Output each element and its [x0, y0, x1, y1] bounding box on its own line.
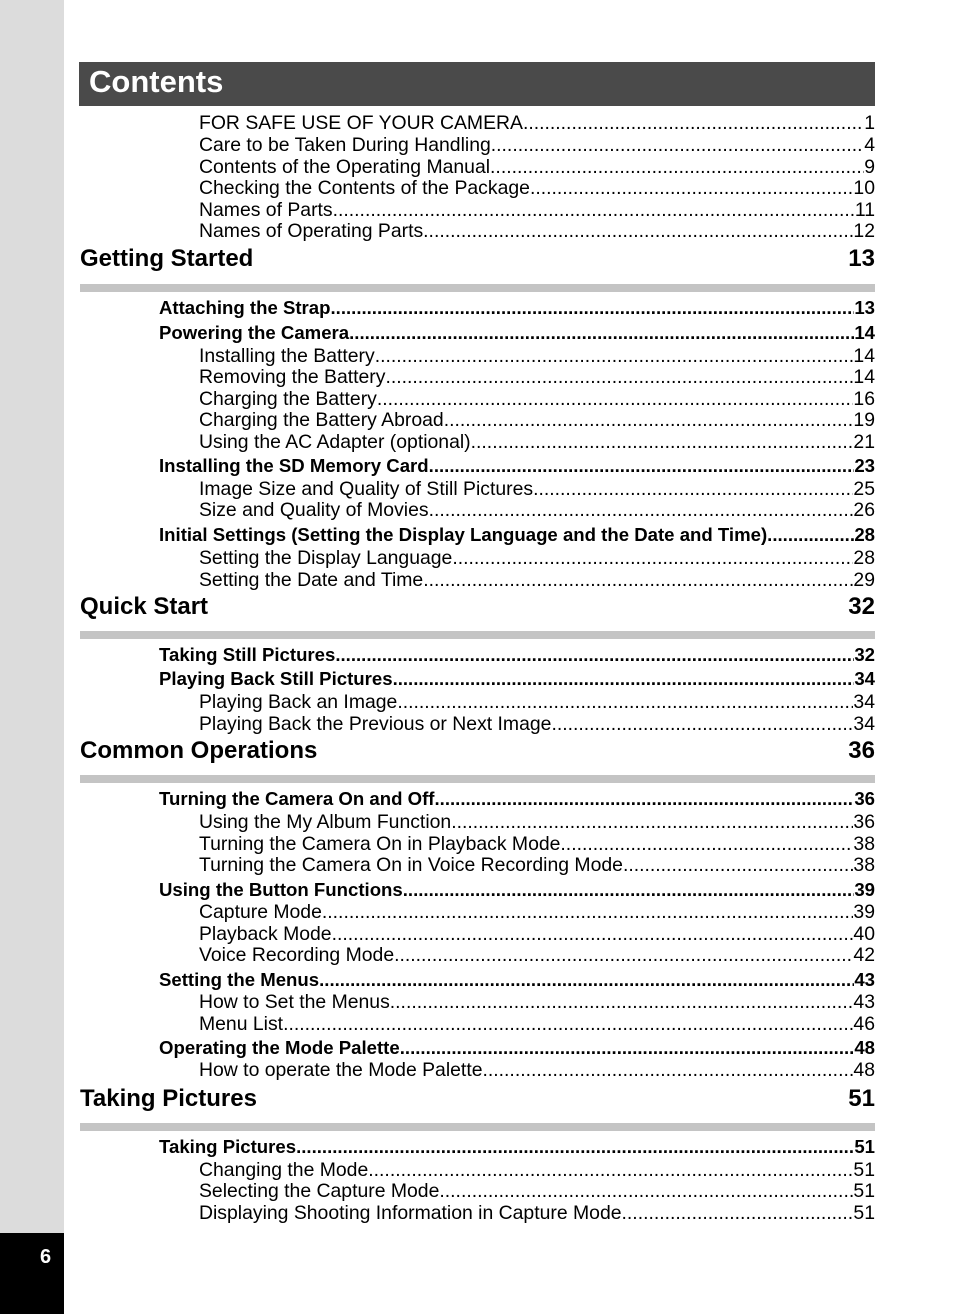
entry-title: Using the AC Adapter (optional): [199, 431, 471, 453]
dot-leader: [483, 1059, 854, 1082]
entry-page-number: 36: [854, 788, 875, 809]
chapter-title: Quick Start: [80, 593, 209, 620]
entry-page-number: 46: [853, 1013, 875, 1035]
toc-subsection-entry: [199, 409, 875, 432]
entry-page-number: 28: [854, 524, 875, 545]
chapter-heading: [80, 1085, 875, 1113]
toc-subsection-entry: [199, 901, 875, 924]
entry-page-number: 29: [853, 569, 875, 591]
toc-section-entry: [159, 297, 875, 319]
entry-title: Installing the Battery: [199, 345, 375, 367]
toc-subsection-entry: [199, 388, 875, 411]
dot-leader: [551, 713, 853, 736]
entry-page-number: 34: [854, 668, 875, 689]
toc-subsection-entry: [199, 944, 875, 967]
entry-page-number: 14: [853, 366, 875, 388]
dot-leader: [368, 1159, 853, 1182]
toc-subsection-entry: [199, 991, 875, 1014]
toc-section-entry: [159, 879, 875, 901]
entry-title: Taking Pictures: [159, 1136, 297, 1157]
entry-title: Playing Back an Image: [199, 691, 398, 713]
entry-title: Playing Back Still Pictures: [159, 668, 393, 689]
dot-leader: [322, 901, 854, 924]
dot-leader: [471, 431, 854, 454]
dot-leader: [429, 499, 854, 522]
entry-title: FOR SAFE USE OF YOUR CAMERA: [199, 112, 523, 134]
toc-section-entry: [159, 668, 875, 690]
toc-subsection-entry: [199, 1202, 875, 1225]
toc-subsection-entry: [199, 345, 875, 368]
entry-title: Names of Operating Parts: [199, 220, 424, 242]
dot-leader: [335, 644, 854, 666]
toc-section-entry: [159, 969, 875, 991]
toc-subsection-entry: [199, 713, 875, 736]
dot-leader: [491, 134, 864, 157]
entry-title: Charging the Battery Abroad: [199, 409, 444, 431]
toc-subsection-entry: [199, 156, 875, 179]
toc-subsection-entry: [199, 923, 875, 946]
toc-subsection-entry: [199, 1180, 875, 1203]
entry-title: How to operate the Mode Palette: [199, 1059, 483, 1081]
dot-leader: [451, 811, 853, 834]
entry-page-number: 51: [853, 1159, 875, 1181]
toc-section-entry: [159, 644, 875, 666]
dot-leader: [397, 691, 853, 714]
toc-subsection-entry: [199, 569, 875, 592]
dot-leader: [622, 1202, 854, 1225]
entry-title: Selecting the Capture Mode: [199, 1180, 440, 1202]
entry-page-number: 23: [854, 455, 875, 476]
dot-leader: [623, 854, 853, 877]
entry-page-number: 34: [853, 691, 875, 713]
entry-page-number: 51: [853, 1202, 875, 1224]
dot-leader: [530, 177, 853, 200]
toc-section-entry: [159, 524, 875, 546]
entry-title: Displaying Shooting Information in Capture Mode: [199, 1202, 622, 1224]
entry-title: Removing the Battery: [199, 366, 386, 388]
entry-page-number: 39: [854, 879, 875, 900]
entry-page-number: 48: [853, 1059, 875, 1081]
chapter-rule: [80, 284, 875, 292]
toc-subsection-entry: [199, 833, 875, 856]
dot-leader: [330, 297, 854, 319]
entry-title: How to Set the Menus: [199, 991, 390, 1013]
page-number-box: [0, 1233, 64, 1314]
toc-subsection-entry: [199, 691, 875, 714]
entry-page-number: 40: [853, 923, 875, 945]
toc-section-entry: [159, 1136, 875, 1158]
toc-subsection-entry: [199, 199, 875, 222]
dot-leader: [429, 455, 855, 477]
entry-page-number: 13: [854, 297, 875, 318]
entry-title: Capture Mode: [199, 901, 322, 923]
entry-page-number: 1: [864, 112, 875, 134]
entry-title: Playback Mode: [199, 923, 332, 945]
dot-leader: [319, 969, 854, 991]
entry-page-number: 51: [853, 1180, 875, 1202]
toc-subsection-entry: [199, 478, 875, 501]
entry-page-number: 32: [854, 644, 875, 665]
toc-section-entry: [159, 322, 875, 344]
toc-subsection-entry: [199, 854, 875, 877]
entry-page-number: 9: [864, 156, 875, 178]
entry-page-number: 48: [854, 1037, 875, 1058]
entry-title: Setting the Menus: [159, 969, 320, 990]
toc-subsection-entry: [199, 499, 875, 522]
dot-leader: [385, 366, 853, 389]
entry-title: Checking the Contents of the Package: [199, 177, 530, 199]
chapter-heading: [80, 737, 875, 765]
page-number: 6: [40, 1246, 52, 1268]
toc-subsection-entry: [199, 112, 875, 135]
entry-page-number: 28: [853, 547, 875, 569]
entry-title: Using the Button Functions: [159, 879, 403, 900]
entry-title: Contents of the Operating Manual: [199, 156, 491, 178]
dot-leader: [439, 1180, 853, 1203]
entry-title: Turning the Camera On in Playback Mode: [199, 833, 561, 855]
entry-page-number: 38: [853, 854, 875, 876]
toc-subsection-entry: [199, 366, 875, 389]
entry-page-number: 36: [853, 811, 875, 833]
chapter-page-number: 13: [848, 245, 875, 272]
toc-subsection-entry: [199, 220, 875, 243]
entry-page-number: 19: [853, 409, 875, 431]
chapter-rule: [80, 631, 875, 639]
entry-title: Changing the Mode: [199, 1159, 369, 1181]
toc-section-entry: [159, 788, 875, 810]
dot-leader: [423, 569, 853, 592]
dot-leader: [375, 345, 854, 368]
entry-title: Using the My Album Function: [199, 811, 452, 833]
chapter-page-number: 51: [848, 1085, 875, 1112]
toc-subsection-entry: [199, 1159, 875, 1182]
dot-leader: [452, 547, 853, 570]
dot-leader: [423, 220, 853, 243]
dot-leader: [393, 668, 855, 690]
chapter-heading: [80, 593, 875, 621]
dot-leader: [349, 322, 854, 344]
contents-header: [79, 62, 875, 106]
entry-page-number: 43: [854, 969, 875, 990]
entry-title: Turning the Camera On and Off: [159, 788, 435, 809]
entry-title: Taking Still Pictures: [159, 644, 336, 665]
entry-page-number: 34: [853, 713, 875, 735]
entry-title: Powering the Camera: [159, 322, 350, 343]
chapter-title: Taking Pictures: [80, 1085, 257, 1112]
toc-subsection-entry: [199, 1059, 875, 1082]
chapter-title: Getting Started: [80, 245, 254, 272]
toc-subsection-entry: [199, 1013, 875, 1036]
side-margin-bar: [0, 0, 64, 1233]
entry-page-number: 14: [853, 345, 875, 367]
entry-page-number: 4: [864, 134, 875, 156]
dot-leader: [332, 923, 854, 946]
toc-section-entry: [159, 455, 875, 477]
dot-leader: [394, 944, 853, 967]
entry-page-number: 51: [854, 1136, 875, 1157]
dot-leader: [390, 991, 854, 1014]
entry-title: Attaching the Strap: [159, 297, 331, 318]
dot-leader: [490, 156, 864, 179]
entry-page-number: 43: [853, 991, 875, 1013]
chapter-rule: [80, 775, 875, 783]
dot-leader: [377, 388, 854, 411]
toc-subsection-entry: [199, 547, 875, 570]
entry-title: Names of Parts: [199, 199, 333, 221]
page-title: Contents: [89, 64, 224, 99]
toc-subsection-entry: [199, 431, 875, 454]
entry-title: Initial Settings (Setting the Display Language and the Date and Time): [159, 524, 768, 545]
entry-title: Playing Back the Previous or Next Image: [199, 713, 552, 735]
dot-leader: [767, 524, 854, 546]
entry-page-number: 16: [853, 388, 875, 410]
toc-subsection-entry: [199, 177, 875, 200]
entry-page-number: 26: [853, 499, 875, 521]
entry-title: Operating the Mode Palette: [159, 1037, 400, 1058]
entry-page-number: 21: [853, 431, 875, 453]
dot-leader: [403, 879, 855, 901]
dot-leader: [296, 1136, 854, 1158]
entry-title: Turning the Camera On in Voice Recording Mode: [199, 854, 623, 876]
dot-leader: [560, 833, 853, 856]
dot-leader: [434, 788, 854, 810]
entry-page-number: 25: [853, 478, 875, 500]
entry-title: Size and Quality of Movies: [199, 499, 429, 521]
dot-leader: [400, 1037, 855, 1059]
chapter-heading: [80, 245, 875, 273]
entry-title: Voice Recording Mode: [199, 944, 395, 966]
entry-title: Setting the Date and Time: [199, 569, 424, 591]
dot-leader: [333, 199, 855, 222]
entry-page-number: 14: [854, 322, 875, 343]
entry-page-number: 10: [853, 177, 875, 199]
dot-leader: [283, 1013, 853, 1036]
chapter-title: Common Operations: [80, 737, 318, 764]
entry-page-number: 12: [853, 220, 875, 242]
entry-page-number: 42: [853, 944, 875, 966]
entry-title: Charging the Battery: [199, 388, 377, 410]
toc-subsection-entry: [199, 811, 875, 834]
toc-subsection-entry: [199, 134, 875, 157]
dot-leader: [444, 409, 854, 432]
entry-title: Installing the SD Memory Card: [159, 455, 429, 476]
entry-title: Menu List: [199, 1013, 284, 1035]
entry-title: Care to be Taken During Handling: [199, 134, 491, 156]
toc-section-entry: [159, 1037, 875, 1059]
entry-title: Setting the Display Language: [199, 547, 453, 569]
chapter-rule: [80, 1123, 875, 1131]
entry-page-number: 39: [853, 901, 875, 923]
chapter-page-number: 32: [848, 593, 875, 620]
entry-page-number: 38: [853, 833, 875, 855]
dot-leader: [523, 112, 864, 135]
dot-leader: [533, 478, 853, 501]
chapter-page-number: 36: [848, 737, 875, 764]
entry-title: Image Size and Quality of Still Pictures: [199, 478, 534, 500]
entry-page-number: 11: [854, 199, 875, 221]
